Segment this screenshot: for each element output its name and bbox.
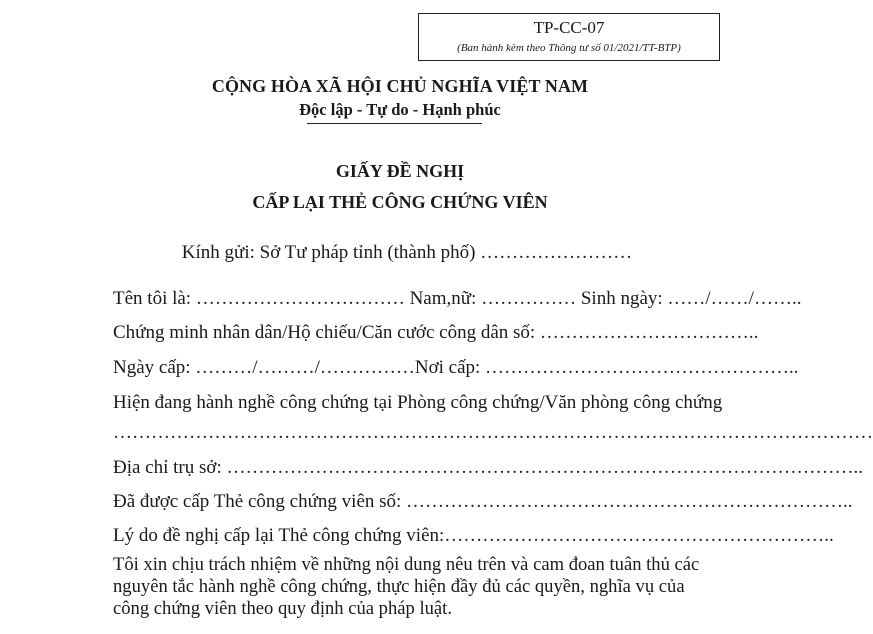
field-office-address: Địa chỉ trụ sở: ……………………………………………………………………………………….. xyxy=(113,457,863,478)
document-title: GIẤY ĐỀ NGHỊ xyxy=(335,161,465,181)
declaration-line-3: công chứng viên theo quy định của pháp luật. xyxy=(113,598,452,619)
field-current-practice-office: Hiện đang hành nghề công chứng tại Phòng công chứng/Văn phòng công chứng xyxy=(113,392,723,413)
national-motto: Độc lập - Tự do - Hạnh phúc xyxy=(299,100,501,119)
form-code-box xyxy=(418,13,720,61)
declaration-line-2: nguyên tắc hành nghề công chứng, thực hiện đầy đủ các quyền, nghĩa vụ của xyxy=(113,576,685,597)
field-id-number: Chứng minh nhân dân/Hộ chiếu/Căn cước công dân số: …………………………….. xyxy=(113,322,759,343)
field-reissue-reason: Lý do đề nghị cấp lại Thẻ công chứng viên:…………………………………………………….. xyxy=(113,525,834,546)
addressee-line: Kính gửi: Sở Tư pháp tỉnh (thành phố) …………………… xyxy=(181,242,633,263)
motto-underline xyxy=(307,123,482,124)
field-current-practice-office-continued: ………………………………………………………………………………………………………… xyxy=(113,422,873,443)
field-card-number: Đã được cấp Thẻ công chứng viên số: …………………………………………………………….. xyxy=(113,491,853,512)
form-code: TP-CC-07 xyxy=(533,18,605,37)
document-subtitle: CẤP LẠI THẺ CÔNG CHỨNG VIÊN xyxy=(252,192,548,212)
field-issue-date-place: Ngày cấp: ………/………/……………Nơi cấp: ………………………………………….. xyxy=(113,357,799,378)
form-issuance-note: (Ban hành kèm theo Thông tư số 01/2021/TT-BTP) xyxy=(457,42,681,54)
country-name: CỘNG HÒA XÃ HỘI CHỦ NGHĨA VIỆT NAM xyxy=(211,76,589,96)
field-name-gender-birthdate: Tên tôi là: …………………………… Nam,nữ: …………… Sinh ngày: ……/……/…….. xyxy=(113,288,802,309)
declaration-line-1: Tôi xin chịu trách nhiệm về những nội dung nêu trên và cam đoan tuân thủ các xyxy=(113,554,700,575)
